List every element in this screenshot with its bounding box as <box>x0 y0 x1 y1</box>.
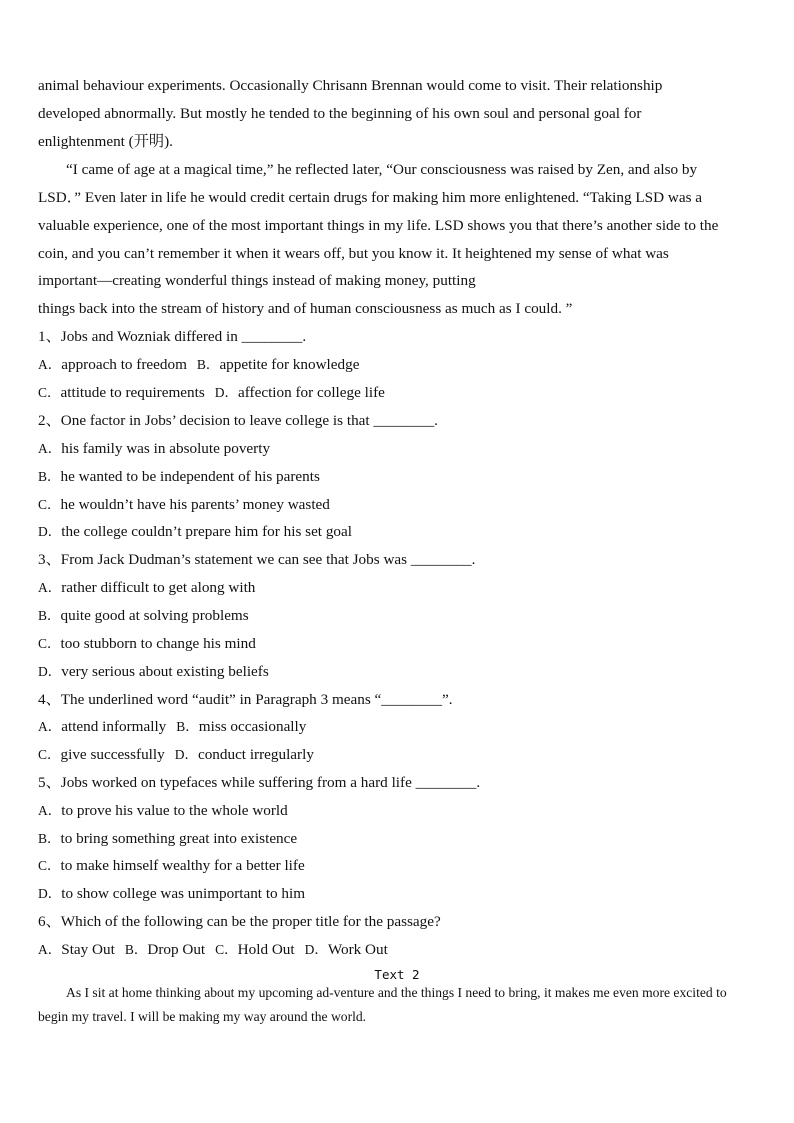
option-row <box>38 384 385 402</box>
option-label: C． <box>38 385 61 400</box>
option-row <box>38 635 256 653</box>
option-text: to make himself wealthy for a better life <box>60 857 305 874</box>
option-text: he wouldn’t have his parents’ money wasted <box>60 496 330 513</box>
section-heading: Text 2 <box>374 967 420 982</box>
text2-line: begin my travel. I will be making my way around the world. <box>38 1009 367 1024</box>
question-stem: 1、Jobs and Wozniak differed in ________. <box>38 328 307 345</box>
option-label: D． <box>38 664 62 679</box>
option-row <box>38 468 320 486</box>
option-row <box>38 663 269 681</box>
option-text: quite good at solving problems <box>60 607 249 624</box>
passage-line: developed abnormally. But mostly he tended to the beginning of his own soul and personal goal for <box>38 105 642 122</box>
option-row <box>38 802 288 820</box>
option-text: Hold Out <box>237 941 295 958</box>
option-text: attitude to requirements <box>60 384 205 401</box>
option-text: to show college was unimportant to him <box>61 885 306 902</box>
option-label: A． <box>38 942 62 957</box>
option-text: miss occasionally <box>198 718 307 735</box>
option-label: B． <box>176 719 199 734</box>
question-stem: 3、From Jack Dudman’s statement we can see that Jobs was ________. <box>38 551 476 568</box>
question-stem: 6、Which of the following can be the proper title for the passage? <box>38 913 441 930</box>
option-label: C． <box>38 858 61 873</box>
option-text: affection for college life <box>238 384 385 401</box>
option-label: A． <box>38 357 62 372</box>
option-label: D． <box>38 886 62 901</box>
option-text: the college couldn’t prepare him for his set goal <box>61 523 352 540</box>
option-label: C． <box>38 636 61 651</box>
option-text: rather difficult to get along with <box>61 579 256 596</box>
passage-line: important—creating wonderful things instead of making money, putting <box>38 272 476 289</box>
option-row <box>38 941 388 959</box>
passage-line: enlightenment (开明). <box>38 133 173 150</box>
option-text: he wanted to be independent of his parents <box>60 468 320 485</box>
option-text: to prove his value to the whole world <box>61 802 288 819</box>
option-label: A． <box>38 803 62 818</box>
option-text: conduct irregularly <box>197 746 314 763</box>
option-row <box>38 440 270 458</box>
option-label: B． <box>38 469 61 484</box>
passage-line: animal behaviour experiments. Occasionally Chrisann Brennan would come to visit. Their relationship <box>38 77 663 94</box>
option-label: D． <box>214 385 239 400</box>
option-text: approach to freedom <box>61 356 187 373</box>
passage-line: “I came of age at a magical time,” he reflected later, “Our consciousness was raised by Zen, and also by <box>66 161 698 178</box>
option-text: too stubborn to change his mind <box>60 635 256 652</box>
passage-line: coin, and you can’t remember it when it wears off, but you know it. It heightened my sense of what was <box>38 245 669 262</box>
text2-line: As I sit at home thinking about my upcoming ad-venture and the things I need to bring, it makes me even more excited to <box>66 985 727 1000</box>
option-row <box>38 718 306 736</box>
option-row <box>38 830 297 848</box>
option-text: attend informally <box>61 718 167 735</box>
option-row <box>38 885 305 903</box>
option-label: A． <box>38 580 62 595</box>
option-text: his family was in absolute poverty <box>61 440 271 457</box>
option-text: Drop Out <box>147 941 206 958</box>
option-row <box>38 356 359 374</box>
question-stem: 5、Jobs worked on typefaces while suffering from a hard life ________. <box>38 774 481 791</box>
passage-line: things back into the stream of history and of human consciousness as much as I could. ” <box>38 300 573 317</box>
passage-line: valuable experience, one of the most important things in my life. LSD shows you that there’s another side to the <box>38 217 719 234</box>
option-label: B． <box>38 608 61 623</box>
option-label: D． <box>174 747 198 762</box>
option-label: B． <box>196 357 220 372</box>
option-row <box>38 857 305 875</box>
option-text: Work Out <box>327 941 388 958</box>
option-row <box>38 496 330 514</box>
option-label: C． <box>215 942 238 957</box>
passage-line: LSD．” Even later in life he would credit certain drugs for making him more enlightened. “Taking LSD was a <box>38 189 703 206</box>
option-row <box>38 607 249 625</box>
option-label: A． <box>38 719 62 734</box>
option-text: to bring something great into existence <box>60 830 298 847</box>
option-text: Stay Out <box>61 941 115 958</box>
option-text: very serious about existing beliefs <box>61 663 269 680</box>
option-label: C． <box>38 747 61 762</box>
option-label: D． <box>304 942 328 957</box>
option-label: D． <box>38 524 62 539</box>
question-stem: 2、One factor in Jobs’ decision to leave college is that ________. <box>38 412 438 429</box>
option-label: C． <box>38 497 61 512</box>
option-label: A． <box>38 441 62 456</box>
option-label: B． <box>124 942 148 957</box>
option-text: give successfully <box>60 746 165 763</box>
option-row <box>38 579 255 597</box>
option-text: appetite for knowledge <box>219 356 360 373</box>
option-label: B． <box>38 831 61 846</box>
option-row <box>38 746 314 764</box>
question-stem: 4、The underlined word “audit” in Paragraph 3 means “________”. <box>38 691 453 708</box>
option-row <box>38 523 352 541</box>
